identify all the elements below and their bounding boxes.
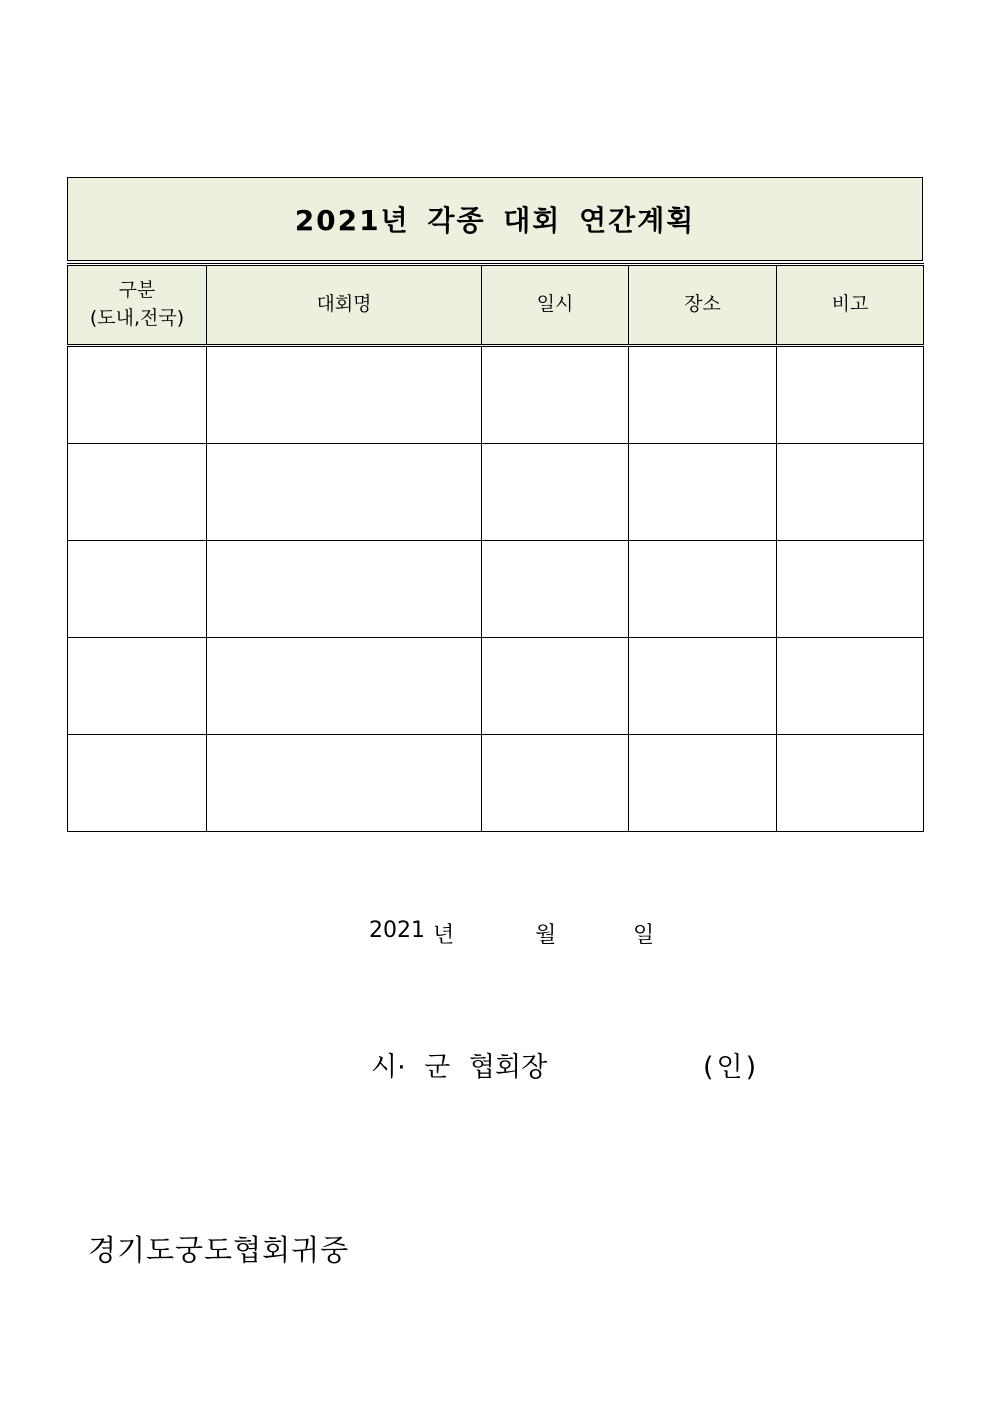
table-cell[interactable] — [777, 346, 924, 444]
table-cell[interactable] — [629, 735, 777, 832]
table-cell[interactable] — [629, 541, 777, 638]
table-header-row — [68, 265, 924, 346]
table-cell[interactable] — [482, 346, 629, 444]
title-box — [67, 177, 923, 261]
table-cell[interactable] — [777, 735, 924, 832]
date-month-unit: 월 — [535, 923, 557, 948]
table-cell[interactable] — [207, 638, 482, 735]
column-header-event-name-label: 대회명 — [316, 293, 372, 316]
seal-mark: (인) — [703, 1052, 760, 1083]
table-cell[interactable] — [207, 735, 482, 832]
recipient: 경기도궁도협회귀중 — [88, 1233, 350, 1267]
column-header-category-line1: 구분 — [118, 279, 156, 302]
date-line — [0, 918, 992, 950]
column-header-remarks — [777, 265, 924, 346]
date-year-unit: 년 — [433, 923, 455, 948]
table-cell[interactable] — [207, 541, 482, 638]
column-header-venue-label: 장소 — [684, 293, 721, 316]
table-cell[interactable] — [482, 541, 629, 638]
date-year: 2021 — [369, 918, 425, 943]
table-row — [68, 444, 924, 541]
table-row — [68, 638, 924, 735]
table-cell[interactable] — [207, 444, 482, 541]
table-cell[interactable] — [68, 638, 207, 735]
table-cell[interactable] — [68, 346, 207, 444]
table-cell[interactable] — [68, 541, 207, 638]
table-cell[interactable] — [777, 444, 924, 541]
column-header-datetime — [482, 265, 629, 346]
column-header-category-line2: (도내,전국) — [89, 307, 185, 329]
table-cell[interactable] — [629, 444, 777, 541]
column-header-datetime-label: 일시 — [536, 293, 574, 316]
date-day-unit: 일 — [633, 923, 655, 948]
column-header-category — [68, 265, 207, 346]
table-cell[interactable] — [207, 346, 482, 444]
table-cell[interactable] — [629, 638, 777, 735]
document-title: 2021년 각종 대회 연간계획 — [294, 204, 696, 237]
table-cell[interactable] — [777, 541, 924, 638]
plan-table — [67, 263, 924, 832]
table-row — [68, 346, 924, 444]
column-header-event-name — [207, 265, 482, 346]
table-cell[interactable] — [68, 444, 207, 541]
table-cell[interactable] — [482, 638, 629, 735]
table-cell[interactable] — [482, 444, 629, 541]
table-row — [68, 541, 924, 638]
signature-line — [0, 1045, 992, 1085]
table-row — [68, 735, 924, 832]
table-cell[interactable] — [777, 638, 924, 735]
table-cell[interactable] — [68, 735, 207, 832]
column-header-remarks-label: 비고 — [831, 293, 869, 316]
table-cell[interactable] — [482, 735, 629, 832]
signatory-title: 시· 군 협회장 — [371, 1052, 548, 1083]
column-header-venue — [629, 265, 777, 346]
table-cell[interactable] — [629, 346, 777, 444]
